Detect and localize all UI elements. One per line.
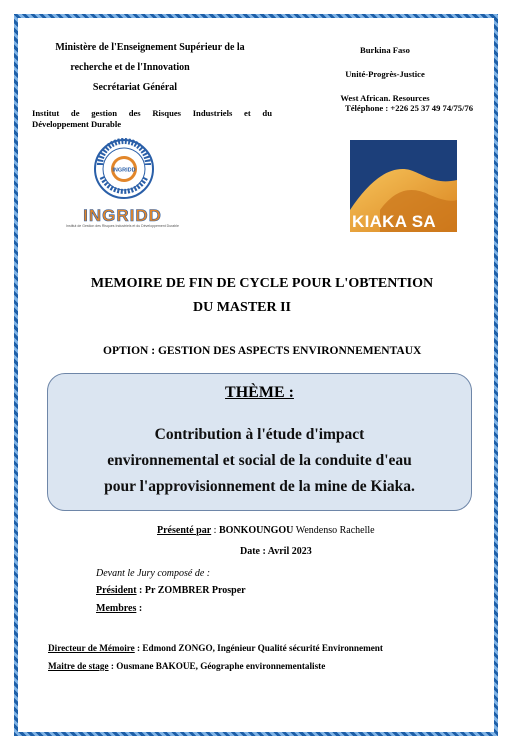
theme-line1: Contribution à l'étude d'impact <box>154 426 365 443</box>
ingridd-wordmark: INGRIDD <box>83 206 162 225</box>
kiaka-logo <box>350 140 457 232</box>
country: Burkina Faso <box>360 45 410 55</box>
ministry-line2: recherche et de l'Innovation <box>70 62 190 73</box>
theme-heading-text: THÈME : <box>225 384 294 401</box>
president-value: : Pr ZOMBRER Prosper <box>136 585 246 596</box>
option-line: OPTION : GESTION DES ASPECTS ENVIRONNEMENTAUX <box>103 345 422 357</box>
ingridd-caption: Institut de Gestion des Risques Industriels et du Développement Durable <box>66 224 179 228</box>
ingridd-center-text: INGRIDD <box>112 167 136 174</box>
members-line <box>96 603 142 614</box>
presented-by <box>157 525 375 536</box>
title-line1: MEMOIRE DE FIN DE CYCLE POUR L'OBTENTION <box>90 276 434 291</box>
presented-name: Wendenso Rachelle <box>293 525 375 536</box>
jury-intro: Devant le Jury composé de : <box>96 568 211 579</box>
presented-sep: : <box>211 525 219 536</box>
master-line <box>48 661 325 671</box>
director-value: : Edmond ZONGO, Ingénieur Qualité sécurité Environnement <box>134 643 383 653</box>
date: Date : Avril 2023 <box>240 546 312 557</box>
director-label: Directeur de Mémoire <box>48 643 135 653</box>
theme-title <box>47 422 472 500</box>
theme-line2: environnemental et social de la conduite d'eau <box>107 452 412 469</box>
phone: Téléphone : +226 25 37 49 74/75/76 <box>345 103 474 113</box>
theme-line3: pour l'approvisionnement de la mine de Kiaka. <box>104 478 415 495</box>
company: West African. Resources <box>340 93 430 103</box>
director-line <box>48 643 383 653</box>
president-line <box>96 585 246 596</box>
motto: Unité-Progrès-Justice <box>345 69 425 79</box>
left-header <box>30 38 270 98</box>
master-label: Maitre de stage <box>48 661 109 671</box>
title-line2: DU MASTER II <box>192 300 291 315</box>
right-header <box>330 38 440 110</box>
members-value: : <box>136 603 143 614</box>
members-label: Membres <box>96 603 137 614</box>
ministry-line1: Ministère de l'Enseignement Supérieur de la <box>55 42 245 53</box>
master-value: : Ousmane BAKOUE, Géographe environnementaliste <box>108 661 326 671</box>
kiaka-wordmark: KIAKA SA <box>352 212 436 231</box>
institute-line1: Institut de gestion des Risques Industriels et du <box>32 108 272 118</box>
secretariat: Secrétariat Général <box>92 82 178 93</box>
presented-label: Présenté par <box>157 525 212 536</box>
institute-name <box>32 108 272 130</box>
president-label: Président <box>96 585 137 596</box>
institute-line2: Développement Durable <box>32 119 122 129</box>
ingridd-logo <box>60 135 185 230</box>
theme-heading <box>47 384 472 402</box>
presented-surname: BONKOUNGOU <box>218 525 294 536</box>
memoire-title <box>40 272 484 320</box>
